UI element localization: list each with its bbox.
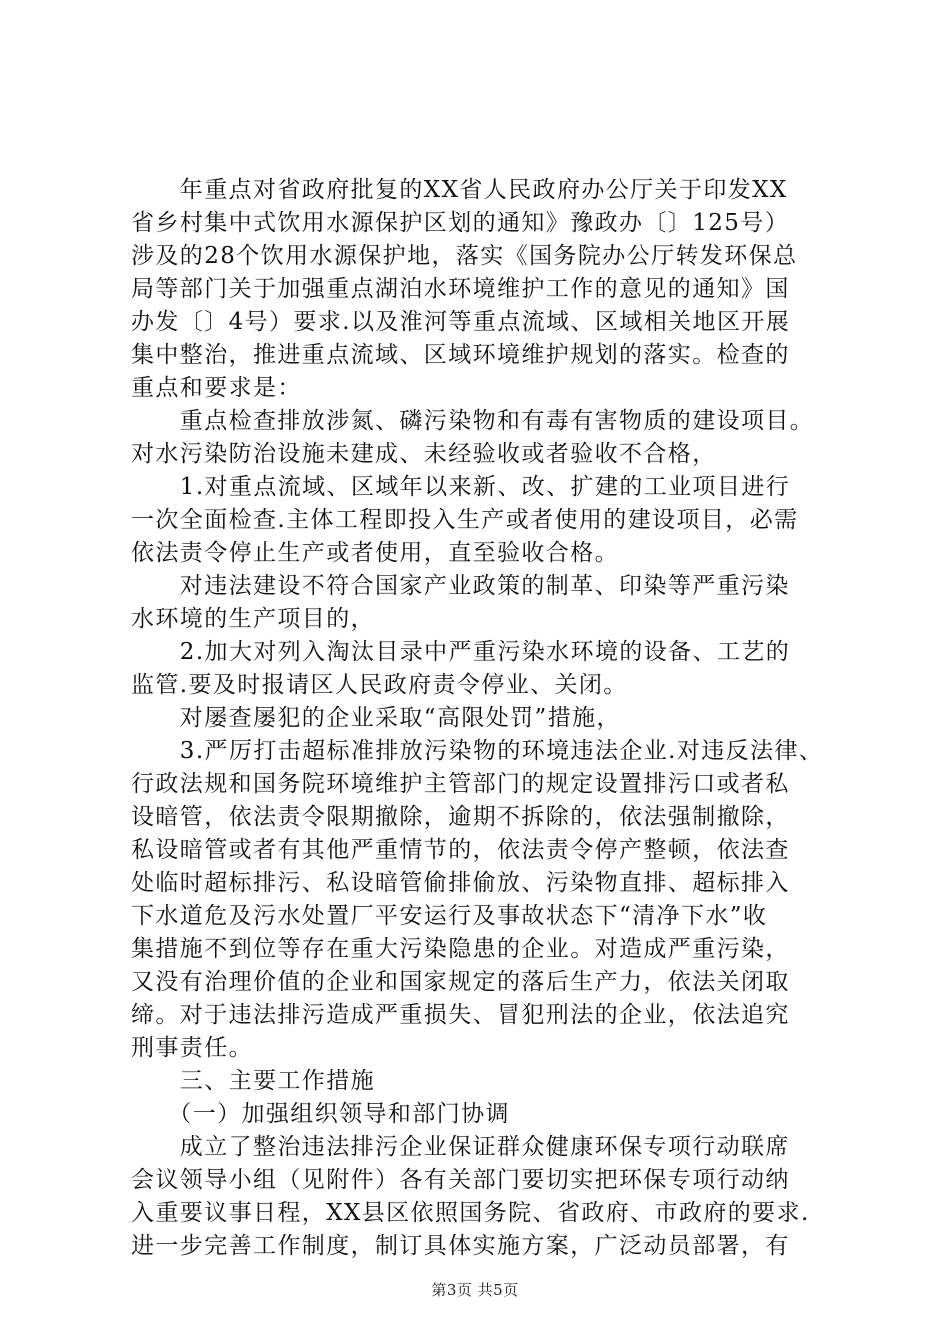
text-line: 一次全面检查.主体工程即投入生产或者使用的建设项目，必需: [131, 507, 799, 533]
text-line: （一）加强组织领导和部门协调: [131, 1101, 510, 1127]
text-line: 缔。对于违法排污造成严重损失、冒犯刑法的企业，依法追究: [131, 1002, 790, 1028]
text-line: 行政法规和国务院环境维护主管部门的规定设置排污口或者私: [131, 771, 790, 797]
text-line: 1.对重点流域、区域年以来新、改、扩建的工业项目进行: [131, 474, 791, 500]
text-line: 3.严厉打击超标准排放污染物的环境违法企业.对违反法律、: [131, 738, 824, 764]
text-line: 设暗管，依法责令限期撤除，逾期不拆除的，依法强制撤除，: [131, 804, 790, 830]
text-line: 水环境的生产项目的，: [131, 606, 375, 632]
text-line: 又没有治理价值的企业和国家规定的落后生产力，依法关闭取: [131, 969, 790, 995]
text-line: 三、主要工作措施: [131, 1068, 375, 1094]
text-line: 省乡村集中式饮用水源保护区划的通知》豫政办〔〕125号）: [131, 210, 790, 236]
text-line: 处临时超标排污、私设暗管偷排偷放、污染物直排、超标排入: [131, 870, 790, 896]
text-line: 涉及的28个饮用水源保护地，落实《国务院办公厅转发环保总: [131, 243, 798, 269]
text-line: 办发〔〕4号）要求.以及淮河等重点流域、区域相关地区开展: [131, 309, 791, 335]
text-line: 2.加大对列入淘汰目录中严重污染水环境的设备、工艺的: [131, 639, 791, 665]
text-line: 重点检查排放涉氮、磷污染物和有毒有害物质的建设项目。: [131, 408, 815, 434]
text-line: 进一步完善工作制度，制订具体实施方案，广泛动员部署，有: [131, 1233, 790, 1259]
text-line: 局等部门关于加强重点湖泊水环境维护工作的意见的通知》国: [131, 276, 790, 302]
text-line: 年重点对省政府批复的XX省人民政府办公厅关于印发XX: [131, 177, 788, 203]
page-footer: 第3页 共5页: [431, 1281, 519, 1299]
text-line: 对水污染防治设施未建成、未经验收或者验收不合格，: [131, 441, 717, 467]
text-line: 刑事责任。: [131, 1035, 253, 1061]
text-line: 对违法建设不符合国家产业政策的制革、印染等严重污染: [131, 573, 790, 599]
document-body: [131, 174, 831, 1263]
text-line: 成立了整治违法排污企业保证群众健康环保专项行动联席: [131, 1134, 790, 1160]
text-line: 集中整治，推进重点流域、区域环境维护规划的落实。检查的: [131, 342, 790, 368]
text-line: 依法责令停止生产或者使用，直至验收合格。: [131, 540, 619, 566]
text-line: 重点和要求是：: [131, 375, 302, 401]
text-line: 下水道危及污水处置厂平安运行及事故状态下“清净下水”收: [131, 903, 768, 929]
text-line: 集措施不到位等存在重大污染隐患的企业。对造成严重污染，: [131, 936, 790, 962]
text-line: 入重要议事日程，XX县区依照国务院、省政府、市政府的要求.: [131, 1200, 810, 1226]
text-line: 私设暗管或者有其他严重情节的，依法责令停产整顿，依法查: [131, 837, 790, 863]
text-line: 监管.要及时报请区人民政府责令停业、关闭。: [131, 672, 628, 698]
text-line: 对屡查屡犯的企业采取“高限处罚”措施，: [131, 705, 621, 731]
text-line: 会议领导小组（见附件）各有关部门要切实把环保专项行动纳: [131, 1167, 790, 1193]
